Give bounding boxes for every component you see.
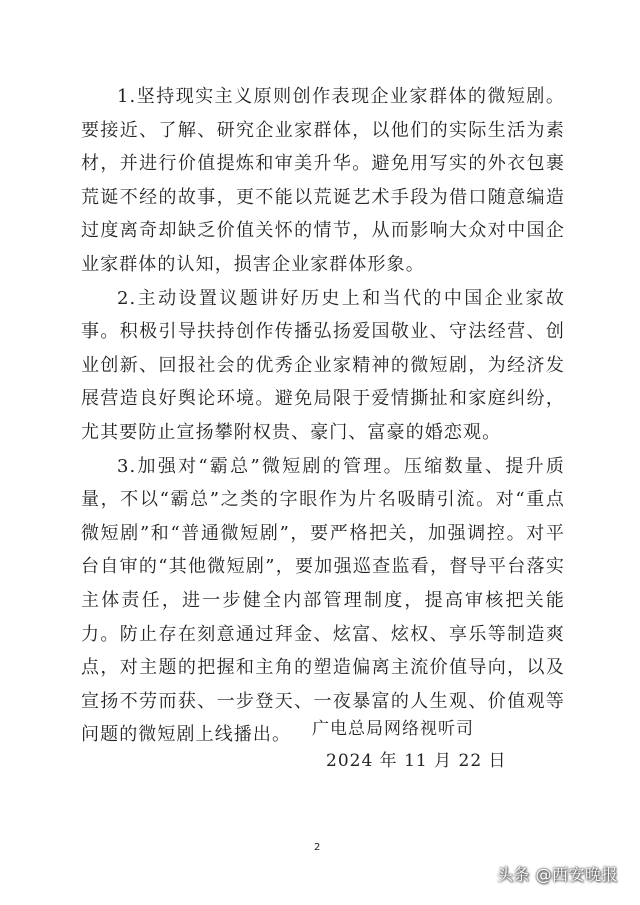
paragraph-2: 2.主动设置议题讲好历史上和当代的中国企业家故事。积极引导扶持创作传播弘扬爱国敬业、守法经营、创业创新、回报社会的优秀企业家精神的微短剧，为经济发展营造良好舆论环境。避免局限于爱情撕扯和家庭纠纷，尤其要防止宣扬攀附权贵、豪门、富豪的婚恋观。 [81, 287, 565, 443]
page-number: 2 [314, 842, 321, 853]
paragraph-1: 1.坚持现实主义原则创作表现企业家群体的微短剧。要接近、了解、研究企业家群体，以他们的实际生活为素材，并进行价值提炼和审美升华。避免用写实的外衣包裹荒诞不经的故事，更不能以荒诞艺术手段为借口随意编造过度离奇却缺乏价值关怀的情节，从而影响大众对中国企业家群体的认知，损害企业家群体形象。 [81, 86, 565, 275]
signature-date: 2024 年 11 月 22 日 [326, 751, 507, 771]
source-watermark: 头条 @西安晚报 [496, 865, 618, 884]
paragraph-3: 3.加强对“霸总”微短剧的管理。压缩数量、提升质量，不以“霸总”之类的字眼作为片名吸睛引流。对“重点微短剧”和“普通微短剧”，要严格把关，加强调控。对平台自审的“其他微短剧”，要加强巡查监看，督导平台落实主体责任，进一步健全内部管理制度，提高审核把关能力。防止存在刻意通过拜金、炫富、炫权、享乐等制造爽点，对主题的把握和主角的塑造偏离主流价值导向，以及宣扬不劳而获、一步登天、一夜暴富的人生观、价值观等问题的微短剧上线播出。 [81, 455, 565, 746]
signature-organization: 广电总局网络视听司 [312, 719, 474, 739]
document-body [81, 80, 565, 752]
